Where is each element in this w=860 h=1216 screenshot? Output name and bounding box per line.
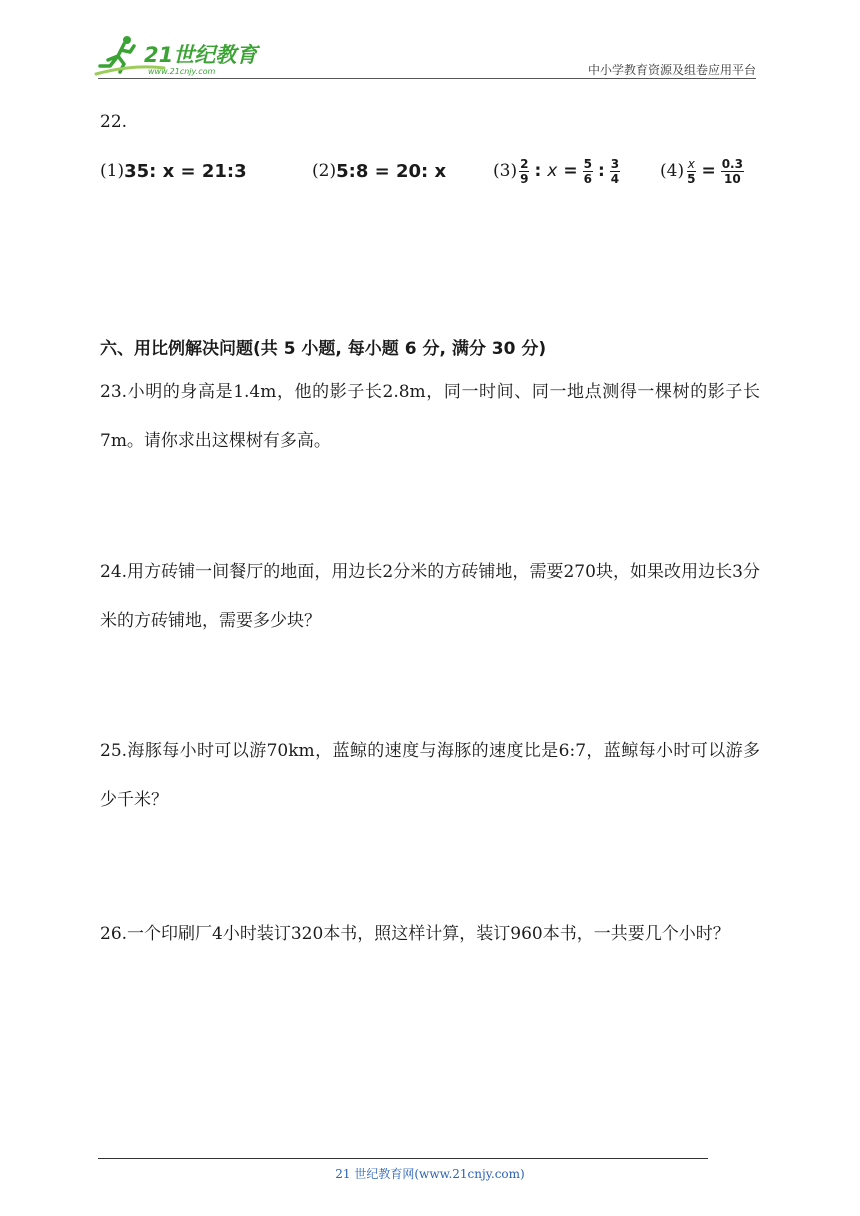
question-23: 23.小明的身高是1.4m，他的影子长2.8m，同一时间、同一地点测得一棵树的影子长7m。请你求出这棵树有多高。 (100, 382, 760, 451)
header-divider (98, 78, 756, 79)
fraction: $\frac{3}{4}$ (610, 156, 620, 186)
fraction: $\frac{x}{5}$ (687, 156, 696, 186)
logo-url: www.21cnjy.com (148, 67, 216, 76)
fraction: $\frac{0.3}{10}$ (721, 156, 743, 186)
q22-part-2: (2) 5:8 = 20: x (312, 160, 447, 182)
footer-text[interactable]: 21 世纪教育网(www.21cnjy.com) (335, 1167, 525, 1181)
q22-equations (0, 148, 860, 194)
section-title: 六、用比例解决问题(共 5 小题, 每小题 6 分, 满分 30 分) (100, 339, 547, 359)
logo-text: 21世纪教育 (144, 43, 258, 67)
fraction: $\frac{5}{6}$ (583, 156, 592, 186)
question-26: 26.一个印刷厂4小时装订320本书，照这样计算，装订960本书，一共要几个小时？ (100, 924, 730, 944)
question-24: 24.用方砖铺一间餐厅的地面，用边长2分米的方砖铺地，需要270块，如果改用边长3分米的方砖铺地，需要多少块？ (100, 562, 760, 631)
question-25: 25.海豚每小时可以游70km，蓝鲸的速度与海豚的速度比是6:7，蓝鲸每小时可以游多少千米？ (100, 741, 760, 810)
footer-divider (98, 1158, 708, 1159)
platform-name: 中小学教育资源及组卷应用平台 (587, 63, 756, 77)
q22-number: 22. (100, 112, 128, 132)
q22-part-1: (1) 35: x = 21:3 (100, 160, 247, 182)
q22-part-3: (3) $\frac{2}{9}$ : x = $\frac{5}{6}$ : $\frac{3}{4}$ (493, 156, 620, 186)
site-logo (94, 34, 264, 80)
fraction: $\frac{2}{9}$ (520, 156, 529, 186)
q22-part-4: (4) $\frac{x}{5}$ = $\frac{0.3}{10}$ (660, 156, 743, 186)
